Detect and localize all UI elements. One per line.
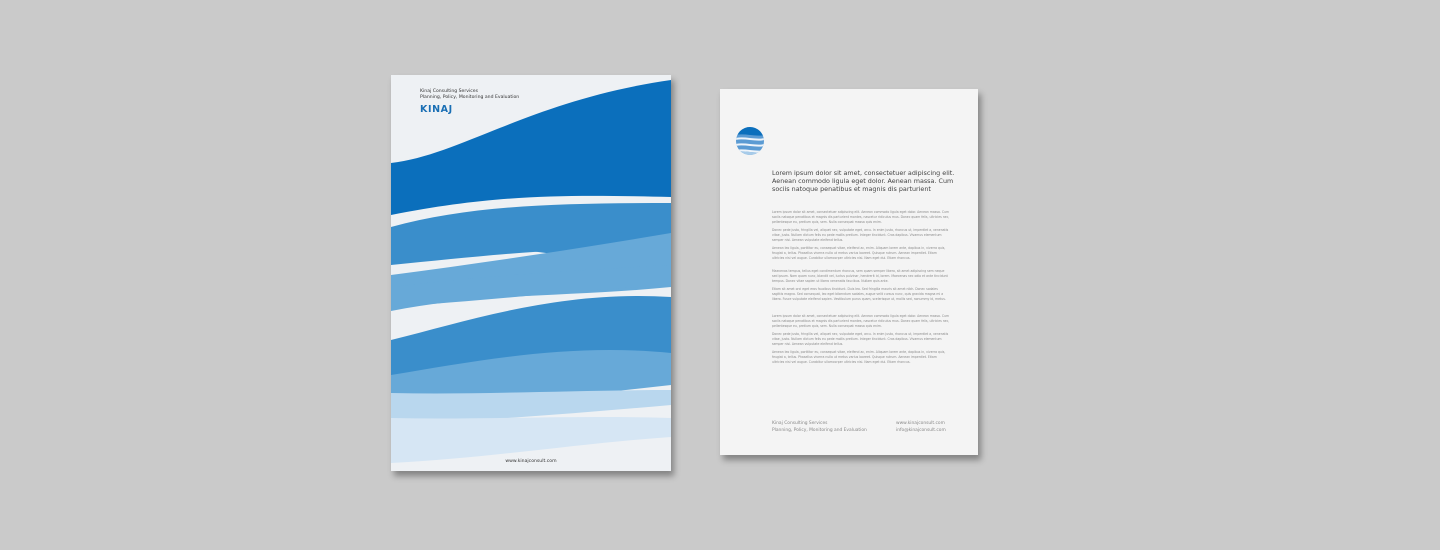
body-paragraph: Aenean leo ligula, porttitor eu, consequat vitae, eleifend ac, enim. Aliquam lorem ante, dapibus in, viverra quis, feugiat a, tellus. Phasellus viverra nulla ut metus varius laoreet. Quisque rutrum. Aenean imperdiet. Etiam ultricies nisi vel augue. Curabitur ullamcorper ultricies nisi. Nam eget dui. Etiam rhoncus. [772,350,946,364]
footer-tagline: Planning, Policy, Monitoring and Evaluation [772,427,867,433]
body-paragraph: Maecenas tempus, tellus eget condimentum rhoncus, sem quam semper libero, sit amet adipiscing sem neque sed ipsum. Nam quam nunc, blandit vel, luctus pulvinar, hendrerit id, lorem. Maecenas nec odio et ante tincidunt tempus. Donec vitae sapien ut libero venenatis faucibus. Nullam quis ante. [772,269,948,283]
body-paragraph: Aenean leo ligula, porttitor eu, consequat vitae, eleifend ac, enim. Aliquam lorem ante, dapibus in, viverra quis, feugiat a, tellus. Phasellus viverra nulla ut metus varius laoreet. Quisque rutrum. Aenean imperdiet. Etiam ultricies nisi vel augue. Curabitur ullamcorper ultricies nisi. Nam eget dui. Etiam rhoncus. [772,246,946,260]
body-paragraph: Lorem ipsum dolor sit amet, consectetuer adipiscing elit. Aenean commodo ligula eget dolor. Aenean massa. Cum sociis natoque penatibus et magnis dis parturient montes, nascetur ridiculus mus. Donec quam felis, ultricies nec, pellentesque eu, pretium quis, sem. Nulla consequat massa quis enim. [772,314,950,328]
footer-website: www.kinajconsult.com [896,421,945,426]
body-paragraph: Etiam sit amet orci eget eros faucibus tincidunt. Duis leo. Sed fringilla mauris sit amet nibh. Donec sodales sagittis magna. Sed consequat, leo eget bibendum sodales, augue velit cursus nunc, quis gravida magna mi a libero. Fusce vulputate eleifend sapien. Vestibulum purus quam, scelerisque ut, mollis sed, nonummy id, metus. [772,287,946,301]
body-paragraph: Lorem ipsum dolor sit amet, consectetuer adipiscing elit. Aenean commodo ligula eget dolor. Aenean massa. Cum sociis natoque penatibus et magnis dis parturient montes, nascetur ridiculus mus. Donec quam felis, ultricies nec, pellentesque eu, pretium quis, sem. Nulla consequat massa quis enim. [772,210,950,224]
wave-graphic [391,75,671,471]
body-paragraph: Donec pede justo, fringilla vel, aliquet nec, vulputate eget, arcu. In enim justo, rhoncus ut, imperdiet a, venenatis vitae, justo. Nullam dictum felis eu pede mollis pretium. Integer tincidunt. Cras dapibus. Vivamus elementum semper nisi. Aenean vulputate eleifend tellus. [772,332,949,346]
cover-website: www.kinajconsult.com [505,459,557,464]
letterhead-page [720,89,978,455]
footer-email: info@kinajconsult.com [896,427,946,433]
letter-lead-text: Lorem ipsum dolor sit amet, consectetuer adipiscing elit. Aenean commodo ligula eget dolor. Aenean massa. Cum sociis natoque penatibus et magnis dis parturient [772,169,955,193]
globe-logo-icon [735,124,765,158]
footer-company-name: Kinaj Consulting Services [772,421,828,426]
body-paragraph: Donec pede justo, fringilla vel, aliquet nec, vulputate eget, arcu. In enim justo, rhoncus ut, imperdiet a, venenatis vitae, justo. Nullam dictum felis eu pede mollis pretium. Integer tincidunt. Cras dapibus. Vivamus elementum semper nisi. Aenean vulputate eleifend tellus. [772,228,949,242]
letter-footer-contact [896,421,946,434]
wave-band [391,417,671,463]
cover-tagline: Planning, Policy, Monitoring and Evaluation [420,95,520,100]
cover-company-name: Kinaj Consulting Services [420,89,478,94]
cover-brand-logo: KINAJ [420,104,453,115]
brochure-cover [391,75,671,471]
letter-footer-company [772,421,867,434]
